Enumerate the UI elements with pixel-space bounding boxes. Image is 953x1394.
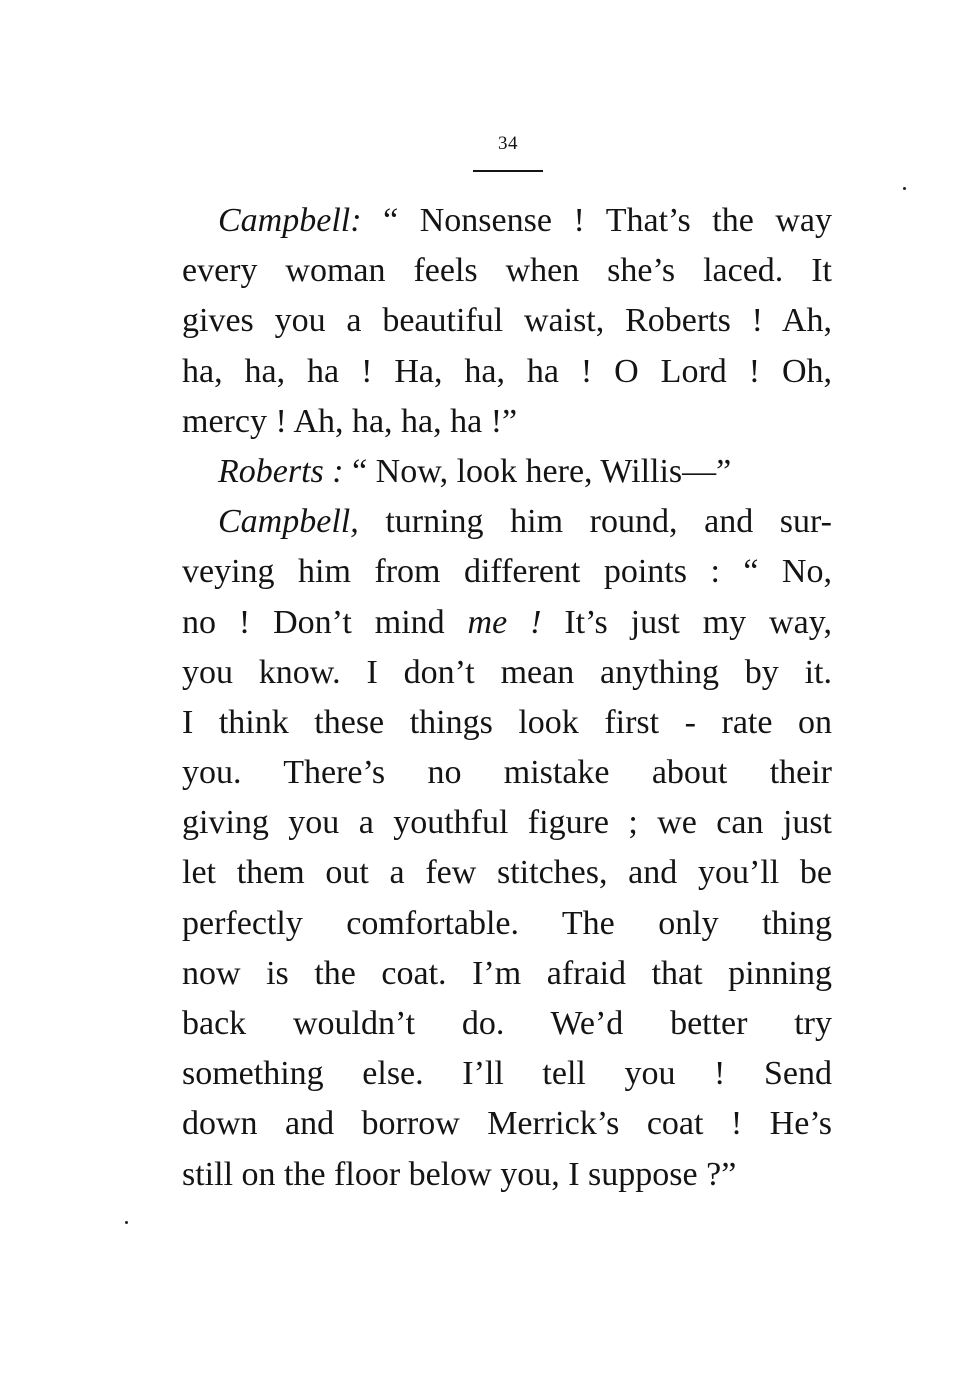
text-line	[182, 848, 832, 898]
text-line	[182, 1099, 832, 1149]
speaker-name: Campbell,	[218, 503, 359, 541]
line-text: “ Now, look here, Willis—”	[343, 452, 732, 490]
line-text: something else. I’ll tell you ! Send	[182, 1055, 832, 1093]
text-line	[182, 196, 832, 246]
ink-speck	[125, 1221, 128, 1224]
line-text: mercy ! Ah, ha, ha, ha !”	[182, 402, 518, 440]
line-text: perfectly comfortable. The only thing	[182, 904, 832, 942]
text-line	[182, 899, 832, 949]
line-text: you. There’s no mistake about their	[182, 754, 832, 792]
text-line	[182, 798, 832, 848]
page-number: 34	[498, 133, 518, 154]
text-line	[182, 296, 832, 346]
line-text: let them out a few stitches, and you’ll be	[182, 854, 832, 892]
text-line	[182, 648, 832, 698]
text-line	[182, 246, 832, 296]
line-text: down and borrow Merrick’s coat ! He’s	[182, 1105, 832, 1143]
text-line	[182, 347, 832, 397]
line-text: every woman feels when she’s laced. It	[182, 252, 832, 290]
speaker-name: Roberts :	[218, 452, 344, 490]
body-text	[182, 196, 832, 1200]
line-text: ha, ha, ha ! Ha, ha, ha ! O Lord ! Oh,	[182, 352, 832, 390]
line-text: I think these things look first - rate on	[182, 703, 832, 741]
line-text: veying him from different points : “ No,	[182, 553, 832, 591]
speaker-name: Campbell:	[218, 202, 362, 239]
line-text: turning him round, and sur-	[358, 503, 832, 541]
line-text: no ! Don’t mind	[182, 603, 468, 641]
text-line	[182, 397, 832, 447]
text-line	[182, 1150, 832, 1200]
text-line	[182, 598, 832, 648]
line-text: gives you a beautiful waist, Roberts ! Ah,	[182, 302, 832, 340]
text-line	[182, 497, 832, 547]
line-text: giving you a youthful figure ; we can just	[182, 804, 832, 842]
text-line	[182, 447, 832, 497]
text-line	[182, 547, 832, 597]
ink-speck	[903, 187, 906, 190]
line-text: “ Nonsense ! That’s the way	[361, 202, 832, 239]
text-line	[182, 1049, 832, 1099]
line-text: It’s just my way,	[541, 603, 832, 641]
line-text: still on the floor below you, I suppose ?”	[182, 1155, 737, 1193]
header-rule	[473, 170, 543, 172]
text-line	[182, 698, 832, 748]
emphasis-text: me !	[467, 603, 542, 641]
line-text: back wouldn’t do. We’d better try	[182, 1005, 832, 1042]
line-text: you know. I don’t mean anything by it.	[182, 653, 832, 691]
text-line	[182, 999, 832, 1049]
line-text: now is the coat. I’m afraid that pinning	[182, 954, 832, 992]
text-line	[182, 949, 832, 999]
text-line	[182, 748, 832, 798]
